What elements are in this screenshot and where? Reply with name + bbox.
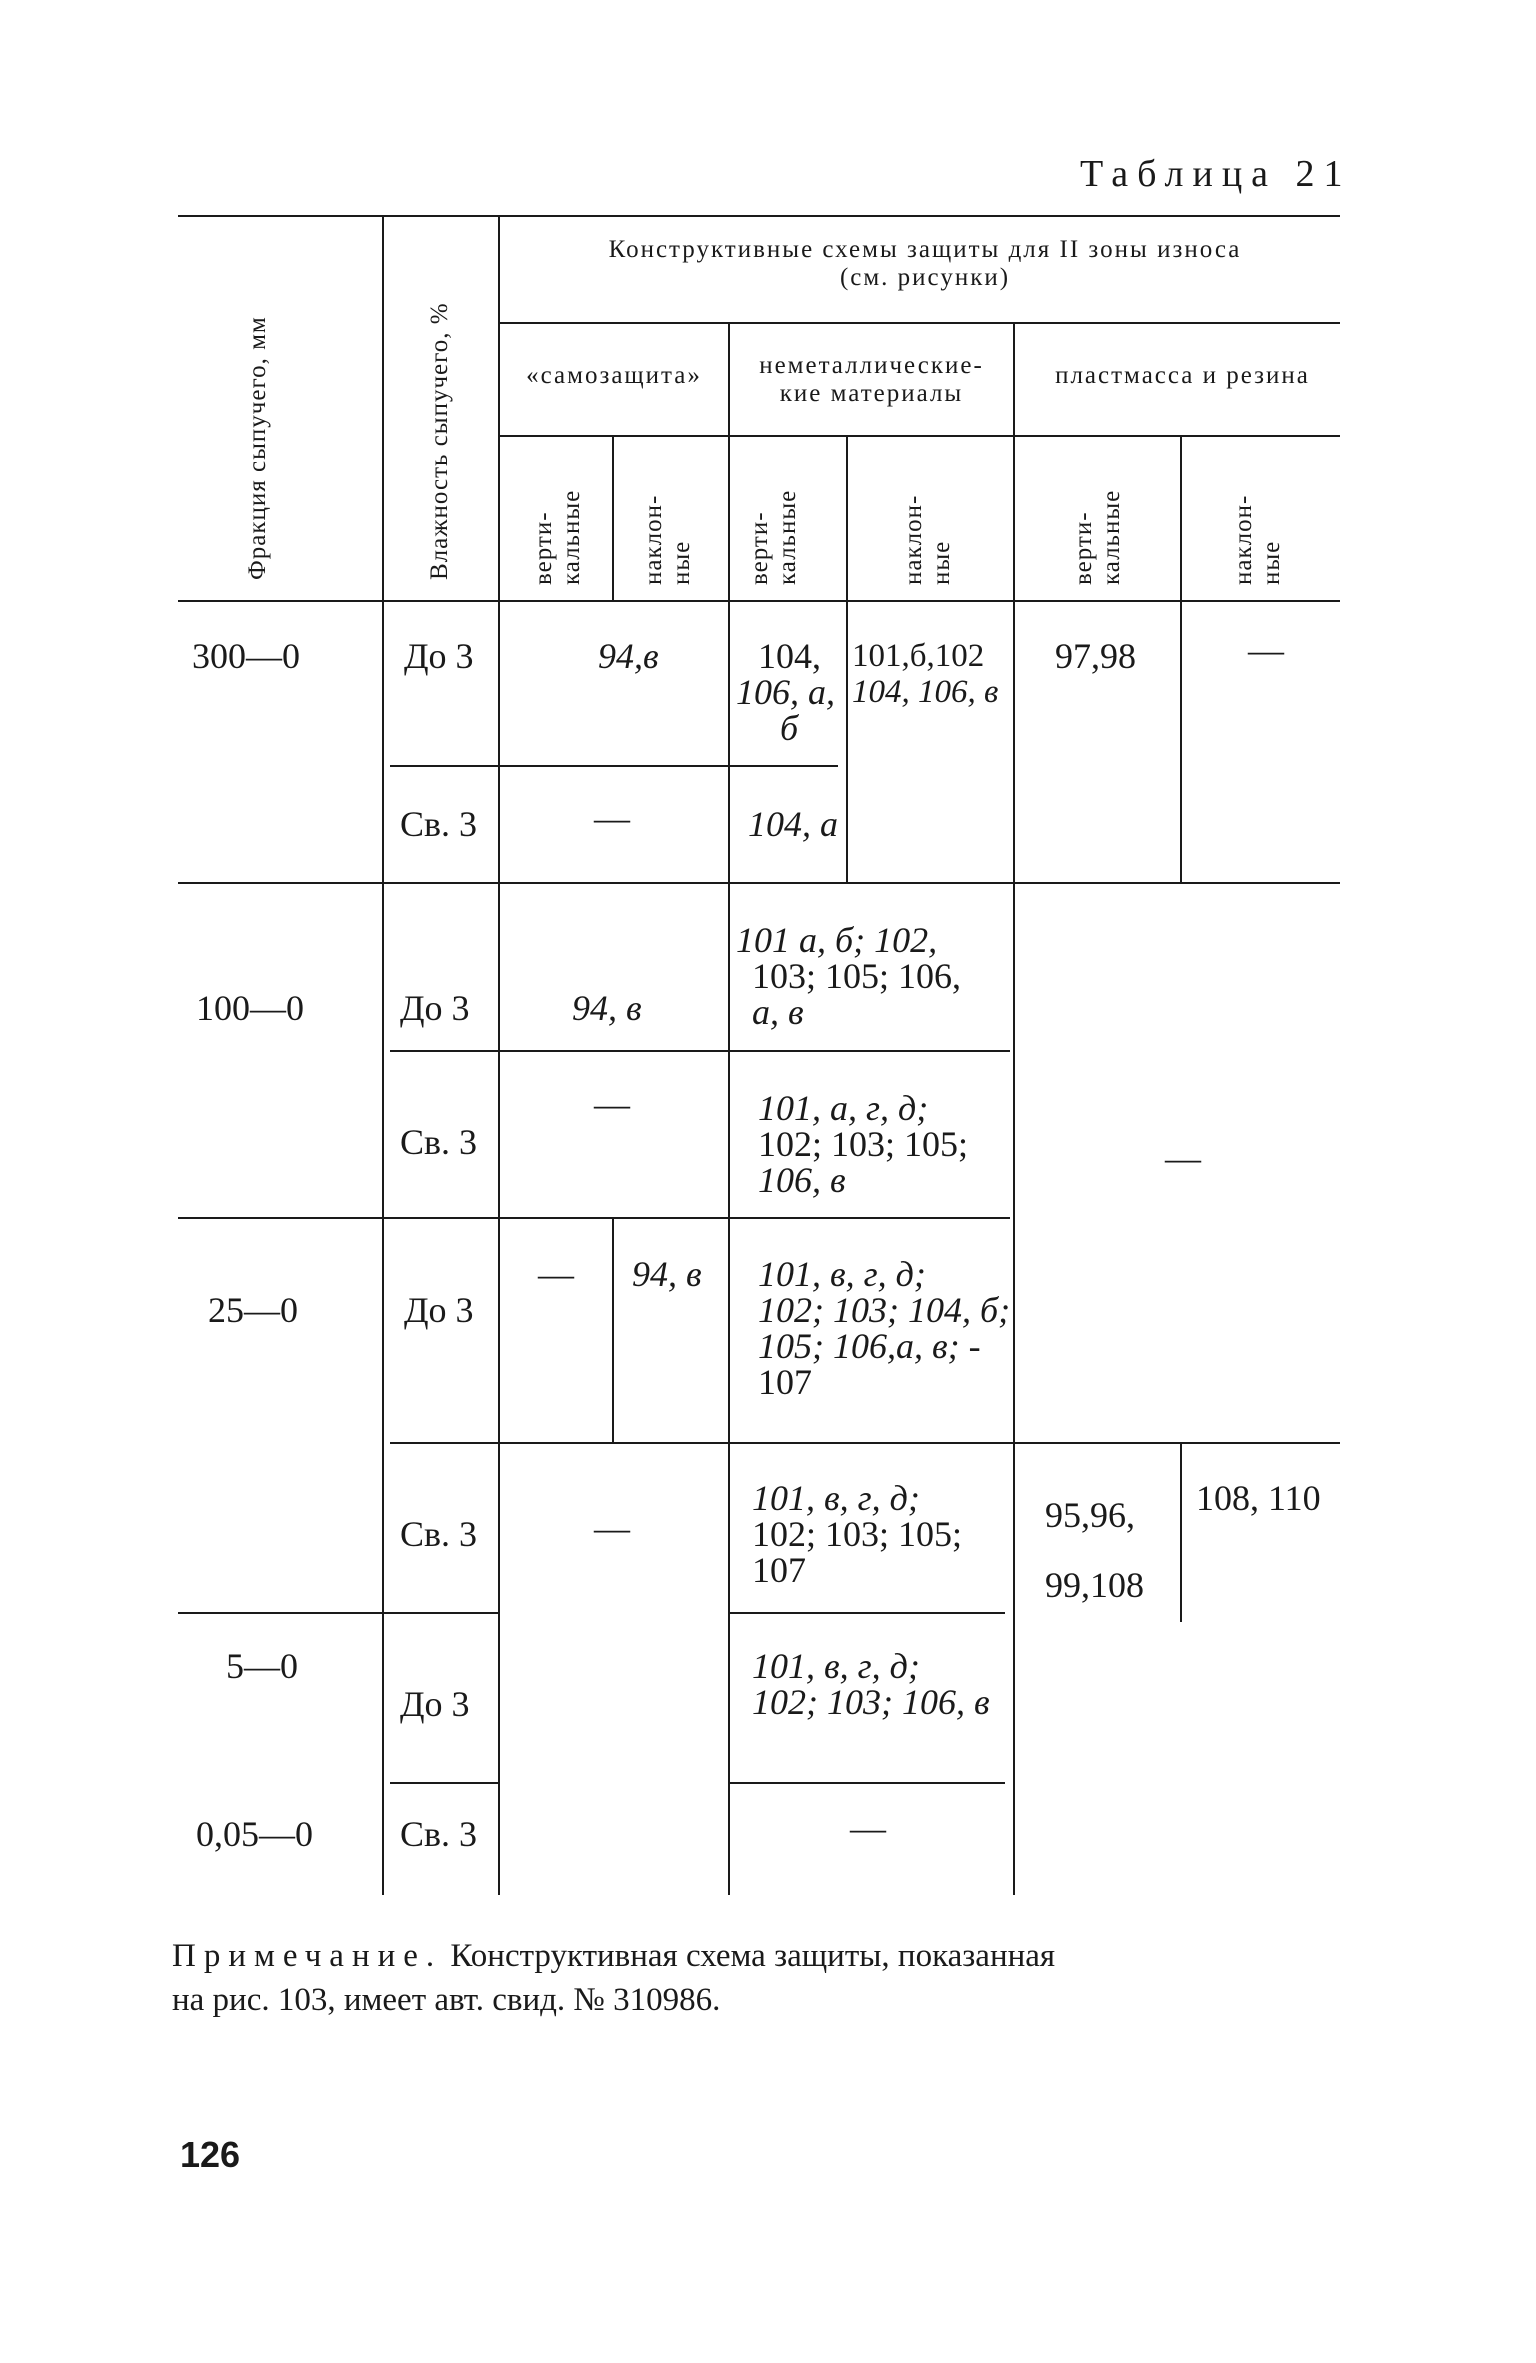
moisture-cell: Св. 3 xyxy=(400,1122,478,1162)
self-cell: — xyxy=(594,1508,630,1548)
subheader-plastic-vertical: верти- кальные xyxy=(1070,489,1125,585)
subheader-nonmetal-vertical: верти- кальные xyxy=(746,489,801,585)
nonmetal-cell: 101, в, г, д; 102; 103; 105; 107 xyxy=(752,1478,963,1590)
note-text-continued: на рис. 103, имеет авт. свид. № 310986. xyxy=(172,1982,721,2018)
fraction-cell: 0,05—0 xyxy=(196,1814,313,1854)
page-number: 126 xyxy=(180,2134,241,2175)
moisture-cell: Св. 3 xyxy=(400,1814,478,1854)
moisture-cell: До 3 xyxy=(404,1290,474,1330)
self-cell: — xyxy=(594,1084,630,1124)
plastic-inclined-cell: — xyxy=(1248,630,1284,670)
moisture-cell: До 3 xyxy=(404,636,474,676)
nonmetal-inclined-cell: 101,б,102 104, 106, в xyxy=(852,638,999,710)
table-top-rule xyxy=(178,215,1340,217)
nonmetal-vertical-cell: 104, а xyxy=(748,804,838,844)
plastic-cell: — xyxy=(1165,1138,1201,1178)
moisture-cell: До 3 xyxy=(400,1684,470,1724)
table-title: Таблица 21 xyxy=(1080,153,1352,195)
header-moisture: Влажность сыпучего, % xyxy=(426,302,453,580)
fraction-cell: 25—0 xyxy=(208,1290,298,1330)
header-bottom-rule xyxy=(178,600,1340,602)
subheader-plastic-inclined: наклон- ные xyxy=(1230,494,1285,585)
header-schemes: Конструктивные схемы защиты для II зоны износа (см. рисунки) xyxy=(608,236,1242,291)
self-vertical-cell: — xyxy=(538,1254,574,1294)
subheader-self-vertical: верти- кальные xyxy=(530,489,585,585)
nonmetal-cell: 101, а, г, д; 102; 103; 105; 106, в xyxy=(758,1088,969,1200)
plastic-vertical-cell: 95,96, 99,108 xyxy=(1045,1495,1144,1605)
plastic-inclined-cell: 108, 110 xyxy=(1196,1478,1321,1518)
plastic-vertical-cell: 97,98 xyxy=(1055,636,1136,676)
self-cell: 94,в xyxy=(598,636,659,676)
fraction-cell: 300—0 xyxy=(192,636,300,676)
self-inclined-cell: 94, в xyxy=(632,1254,702,1294)
self-cell: — xyxy=(594,798,630,838)
note-lead: Примечание. xyxy=(172,1938,443,1974)
nonmetal-vertical-cell: 104, 106, а, б xyxy=(736,636,835,748)
subheader-self-inclined: наклон- ные xyxy=(640,494,695,585)
nonmetal-cell: 101 а, б; 102, 103; 105; 106, а, в xyxy=(736,920,962,1032)
moisture-cell: Св. 3 xyxy=(400,1514,478,1554)
fraction-cell: 100—0 xyxy=(196,988,304,1028)
nonmetal-cell: 101, в, г, д; 102; 103; 106, в xyxy=(752,1646,990,1722)
header-group-plastic: пластмасса и резина xyxy=(1055,362,1310,389)
moisture-cell: Св. 3 xyxy=(400,804,478,844)
moisture-cell: До 3 xyxy=(400,988,470,1028)
subheader-nonmetal-inclined: наклон- ные xyxy=(900,494,955,585)
nonmetal-cell: — xyxy=(850,1808,886,1848)
header-group-self: «самозащита» xyxy=(526,362,702,389)
header-group-nonmetal: неметаллические- кие материалы xyxy=(759,352,984,407)
fraction-cell: 5—0 xyxy=(226,1646,298,1686)
nonmetal-cell: 101, в, г, д; 102; 103; 104, б; 105; 106,а, в; - 107 xyxy=(758,1254,1011,1402)
self-cell: 94, в xyxy=(572,988,642,1028)
table-note xyxy=(172,1934,1348,2022)
note-text: Конструктивная схема защиты, показанная xyxy=(450,1938,1056,1974)
header-fraction: Фракция сыпучего, мм xyxy=(244,316,271,580)
